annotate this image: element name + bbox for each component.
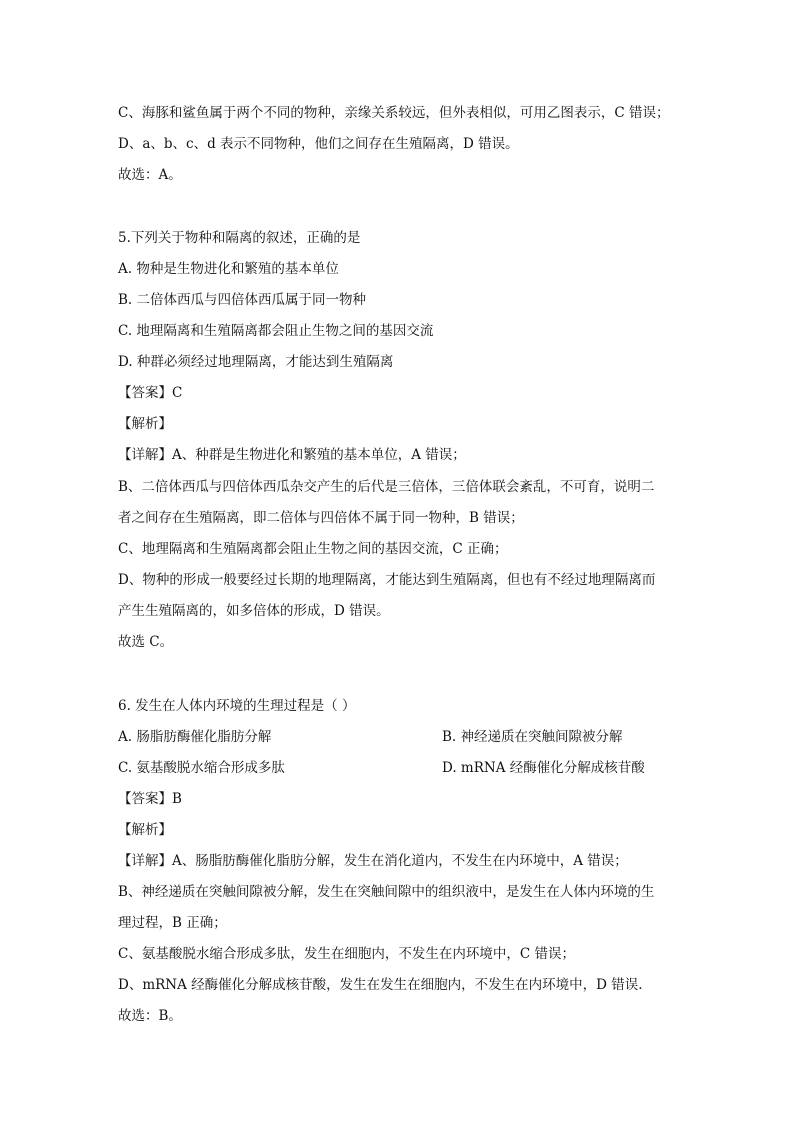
q6-detail-a: 【详解】A、肠脂肪酶催化脂肪分解，发生在消化道内，不发生在内环境中，A 错误； (118, 853, 628, 869)
q5-option-a: A. 物种是生物进化和繁殖的基本单位 (118, 261, 339, 277)
q6-detail-b-line2: 理过程，B 正确； (118, 915, 227, 931)
q6-answer: 【答案】B (118, 791, 182, 807)
q5-detail-a: 【详解】A、种群是生物进化和繁殖的基本单位，A 错误； (118, 447, 466, 463)
prev-choice: 故选：A。 (118, 167, 182, 183)
prev-explanation-c: C、海豚和鲨鱼属于两个不同的物种，亲缘关系较远，但外表相似，可用乙图表示，C 错误； (118, 105, 670, 121)
q5-detail-b-line1: B、二倍体西瓜与四倍体西瓜杂交产生的后代是三倍体，三倍体联会紊乱，不可育，说明二 (118, 479, 655, 495)
q5-answer: 【答案】C (118, 385, 183, 401)
q5-detail-c: C、地理隔离和生殖隔离都会阻止生物之间的基因交流，C 正确； (118, 541, 508, 557)
q6-detail-b-line1: B、神经递质在突触间隙被分解，发生在突触间隙中的组织液中，是发生在人体内环境的生 (118, 884, 655, 900)
q5-detail-d-line1: D、物种的形成一般要经过长期的地理隔离，才能达到生殖隔离，但也有不经过地理隔离而 (118, 572, 656, 588)
q6-detail-c: C、氨基酸脱水缩合形成多肽，发生在细胞内，不发生在内环境中，C 错误； (118, 946, 575, 962)
prev-explanation-d: D、a、b、c、d 表示不同物种，他们之间存在生殖隔离，D 错误。 (118, 136, 519, 152)
q6-option-d: D. mRNA 经酶催化分解成核苷酸 (442, 760, 645, 776)
q6-stem: 6. 发生在人体内环境的生理过程是（ ） (118, 698, 356, 714)
q6-choice: 故选：B。 (118, 1008, 182, 1024)
q5-detail-d-line2: 产生生殖隔离的，如多倍体的形成，D 错误。 (118, 603, 390, 619)
q5-choice: 故选 C。 (118, 634, 174, 650)
q5-option-c: C. 地理隔离和生殖隔离都会阻止生物之间的基因交流 (118, 323, 434, 339)
q6-detail-d: D、mRNA 经酶催化分解成核苷酸，发生在发生在细胞内，不发生在内环境中，D 错误. (118, 977, 643, 993)
q5-analysis-heading: 【解析】 (118, 416, 172, 432)
q6-option-a: A. 肠脂肪酶催化脂肪分解 (118, 729, 272, 745)
q5-option-d: D. 种群必须经过地理隔离，才能达到生殖隔离 (118, 354, 394, 370)
q6-analysis-heading: 【解析】 (118, 822, 172, 838)
q5-detail-b-line2: 者之间存在生殖隔离，即二倍体与四倍体不属于同一物种，B 错误； (118, 510, 524, 526)
q5-option-b: B. 二倍体西瓜与四倍体西瓜属于同一物种 (118, 292, 367, 308)
q6-option-c: C. 氨基酸脱水缩合形成多肽 (118, 760, 285, 776)
q6-option-b: B. 神经递质在突触间隙被分解 (442, 729, 623, 745)
q5-stem: 5.下列关于物种和隔离的叙述，正确的是 (118, 230, 361, 246)
